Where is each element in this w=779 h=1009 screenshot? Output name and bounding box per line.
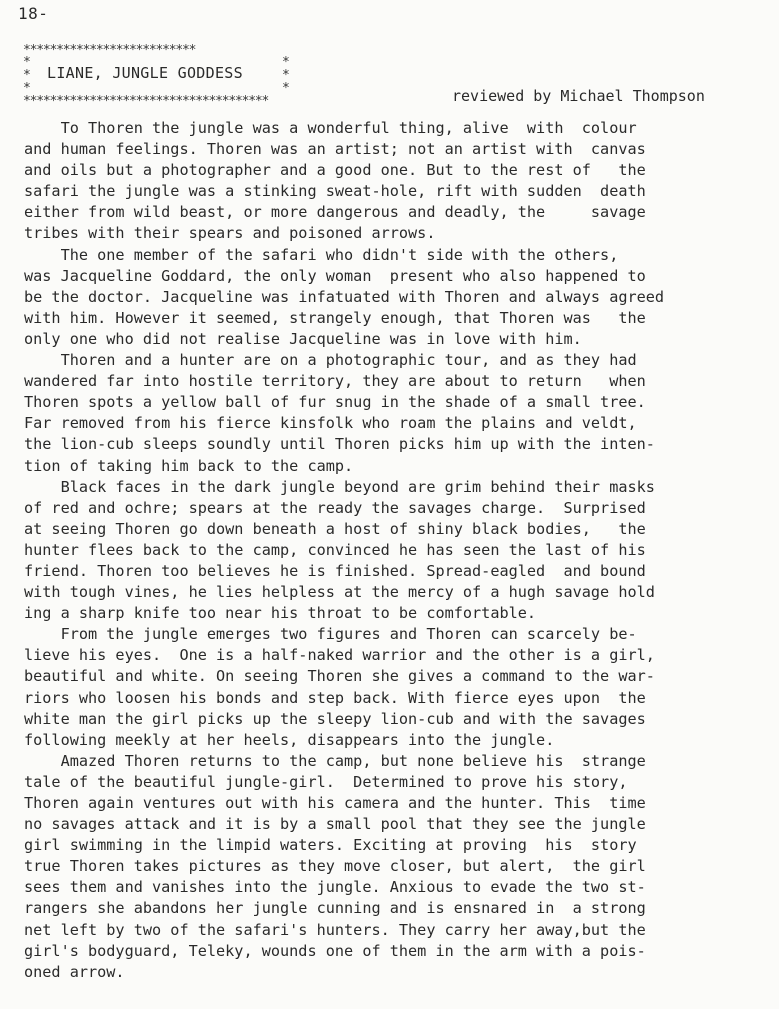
body-line: and oils but a photographer and a good one. But to the rest of the [24,161,646,180]
body-line: with him. However it seemed, strangely enough, that Thoren was the [24,308,646,327]
body-line: hunter flees back to the camp, convinced he has seen the last of his [24,540,646,559]
body-line: no savages attack and it is by a small pool that they see the jungle [24,815,646,834]
body-line: be the doctor. Jacqueline was infatuated with Thoren and always agreed [24,287,665,306]
body-line: Amazed Thoren returns to the camp, but none believe his strange [24,751,646,770]
body-line: safari the jungle was a stinking sweat-hole, rift with sudden death [24,182,646,201]
body-line: and human feelings. Thoren was an artist; not an artist with canvas [24,140,646,159]
body-line: lieve his eyes. One is a half-naked warrior and the other is a girl, [24,646,655,665]
body-line: Thoren and a hunter are on a photographic tour, and as they had [24,351,637,370]
byline: reviewed by Michael Thompson [452,87,705,105]
page-number: 18- [18,4,49,23]
body-line: From the jungle emerges two figures and Thoren can scarcely be- [24,625,637,644]
body-line: the lion-cub sleeps soundly until Thoren picks him up with the inten- [24,435,655,454]
header-left-border: * * * [23,55,31,96]
body-line: of red and ochre; spears at the ready the savages charge. Surprised [24,498,646,517]
body-line: tion of taking him back to the camp. [24,456,354,475]
article-title: LIANE, JUNGLE GODDESS [47,64,243,82]
body-line: Thoren again ventures out with his camera and the hunter. This time [24,794,646,812]
header-bottom-border: ************************************* [23,94,269,109]
body-line: riors who loosen his bonds and step back. With fierce eyes upon the [24,688,646,707]
body-line: girl swimming in the limpid waters. Exciting at proving his story [24,836,637,855]
body-line: girl's bodyguard, Teleky, wounds one of them in the arm with a pois- [24,941,646,960]
body-line: was Jacqueline Goddard, the only woman present who also happened to [24,266,646,285]
body-line: wandered far into hostile territory, they are about to return when [24,372,646,391]
body-line: The one member of the safari who didn't side with the others, [24,245,619,264]
body-line: beautiful and white. On seeing Thoren she gives a command to the war- [24,667,655,686]
body-line: Black faces in the dark jungle beyond are grim behind their masks [24,477,655,496]
body-line: Far removed from his fierce kinsfolk who roam the plains and veldt, [24,414,637,433]
body-line: true Thoren takes pictures as they move closer, but alert, the girl [24,857,646,876]
header-right-border: * * * [282,55,290,96]
body-line: tale of the beautiful jungle-girl. Determined to prove his story, [24,772,628,791]
body-line: ing a sharp knife too near his throat to be comfortable. [24,604,537,623]
body-line: only one who did not realise Jacqueline was in love with him. [24,329,582,348]
body-line: friend. Thoren too believes he is finished. Spread-eagled and bound [24,561,646,580]
body-line: oned arrow. [24,962,125,981]
header-top-border: ************************** [23,43,196,58]
body-line: tribes with their spears and poisoned arrows. [24,224,436,243]
body-line: sees them and vanishes into the jungle. Anxious to evade the two st- [24,878,646,897]
body-line: net left by two of the safari's hunters. They carry her away,but the [24,920,646,939]
body-line: at seeing Thoren go down beneath a host of shiny black bodies, the [24,519,646,538]
body-line: white man the girl picks up the sleepy lion-cub and with the savages [24,709,646,728]
body-line: with tough vines, he lies helpless at the mercy of a hugh savage hold [24,583,655,602]
article-body [24,118,757,983]
body-line: Thoren spots a yellow ball of fur snug in the shade of a small tree. [24,393,646,412]
body-line: To Thoren the jungle was a wonderful thing, alive with colour [24,119,637,137]
body-line: following meekly at her heels, disappears into the jungle. [24,730,555,749]
body-line: either from wild beast, or more dangerous and deadly, the savage [24,203,646,222]
body-line: rangers she abandons her jungle cunning and is ensnared in a strong [24,899,646,918]
